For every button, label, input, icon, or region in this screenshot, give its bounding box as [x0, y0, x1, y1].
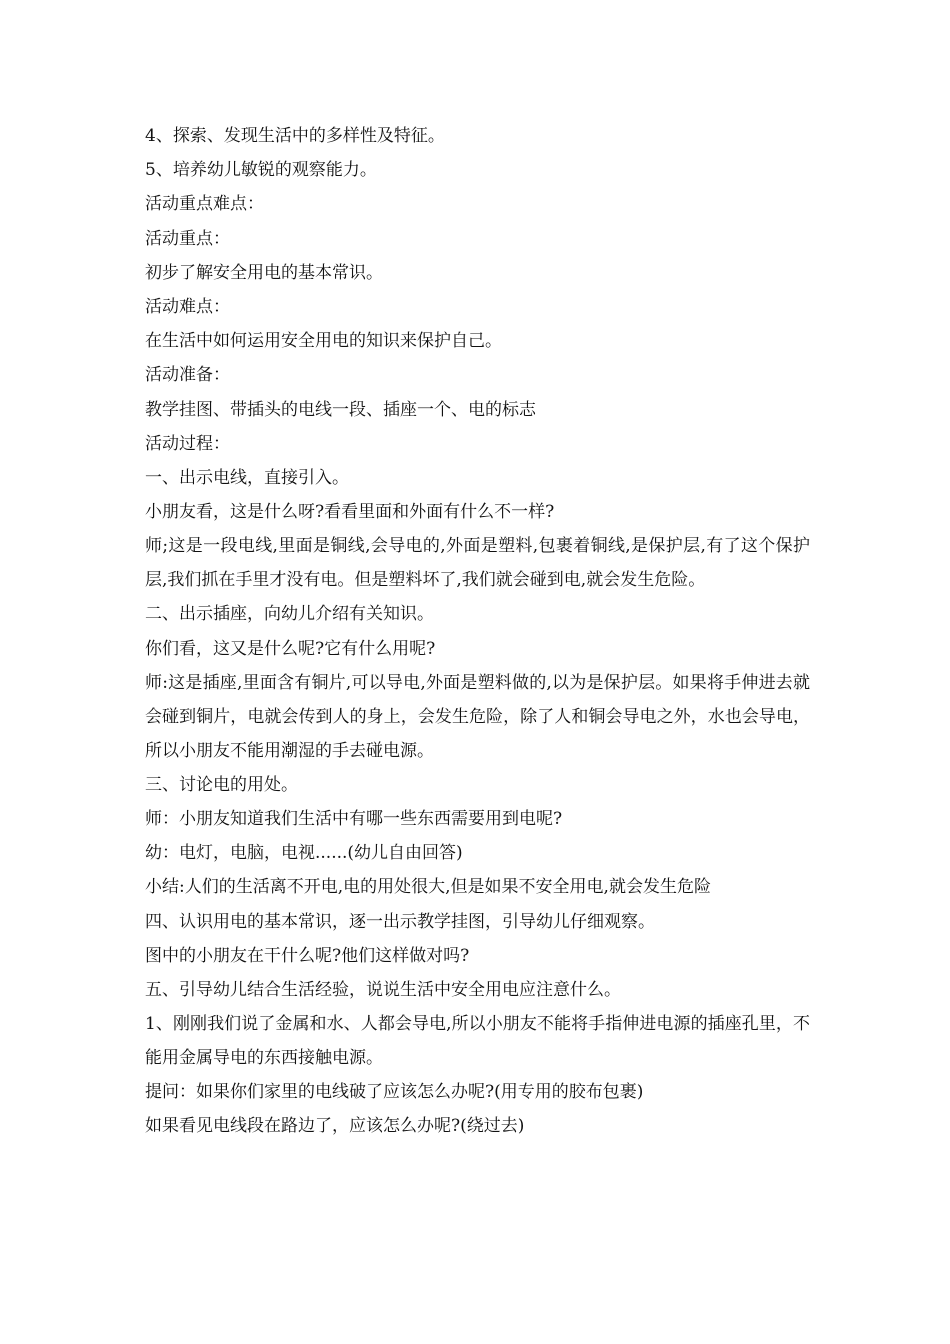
- step-4-heading: 四、认识用电的基本常识，逐一出示教学挂图，引导幼儿仔细观察。: [145, 911, 655, 932]
- step-5-question-2: 如果看见电线段在路边了，应该怎么办呢?(绕过去): [145, 1116, 525, 1137]
- step-3-heading: 三、讨论电的用处。: [145, 774, 298, 795]
- step-3-child: 幼：电灯，电脑，电视......(幼儿自由回答): [145, 843, 463, 864]
- heading-preparation: 活动准备：: [145, 365, 230, 386]
- step-1-heading: 一、出示电线，直接引入。: [145, 468, 349, 489]
- step-2-teacher: 师:这是插座,里面含有铜片,可以导电,外面是塑料做的,以为是保护层。如果将手伸进去就会碰到铜片，电就会传到人的身上，会发生危险，除了人和铜会导电之外，水也会导电，所以小朋友不能用潮湿的手去碰电源。: [145, 672, 810, 761]
- step-2-heading: 二、出示插座，向幼儿介绍有关知识。: [145, 604, 434, 625]
- heading-process: 活动过程：: [145, 433, 230, 454]
- step-1-question: 小朋友看，这是什么呀?看看里面和外面有什么不一样?: [145, 502, 555, 523]
- heading-difficult-points: 活动难点：: [145, 297, 230, 318]
- paragraph-objective-4: 4、探索、发现生活中的多样性及特征。: [145, 126, 445, 146]
- step-2-question: 你们看，这又是什么呢?它有什么用呢?: [145, 638, 436, 659]
- paragraph-key-points: 初步了解安全用电的基本常识。: [145, 262, 383, 283]
- step-5-heading: 五、引导幼儿结合生活经验，说说生活中安全用电应注意什么。: [145, 980, 621, 1001]
- step-4-question: 图中的小朋友在干什么呢?他们这样做对吗?: [145, 945, 470, 966]
- step-5-question-1: 提问：如果你们家里的电线破了应该怎么办呢?(用专用的胶布包裹): [145, 1082, 644, 1103]
- document-body: [145, 119, 810, 1144]
- heading-key-points: 活动重点：: [145, 228, 230, 249]
- step-1-teacher: 师;这是一段电线,里面是铜线,会导电的,外面是塑料,包裹着铜线,是保护层,有了这个保护层,我们抓在手里才没有电。但是塑料坏了,我们就会碰到电,就会发生危险。: [145, 536, 810, 591]
- paragraph-objective-5: 5、培养幼儿敏锐的观察能力。: [145, 160, 377, 181]
- step-3-teacher: 师：小朋友知道我们生活中有哪一些东西需要用到电呢?: [145, 809, 563, 830]
- paragraph-difficult-points: 在生活中如何运用安全用电的知识来保护自己。: [145, 331, 502, 352]
- step-3-summary: 小结:人们的生活离不开电,电的用处很大,但是如果不安全用电,就会发生危险: [145, 877, 711, 898]
- heading-key-difficult-points: 活动重点难点：: [145, 194, 264, 215]
- step-5-item-1: 1、刚刚我们说了金属和水、人都会导电,所以小朋友不能将手指伸进电源的插座孔里，不能用金属导电的东西接触电源。: [145, 1014, 810, 1069]
- paragraph-preparation: 教学挂图、带插头的电线一段、插座一个、电的标志: [145, 399, 536, 420]
